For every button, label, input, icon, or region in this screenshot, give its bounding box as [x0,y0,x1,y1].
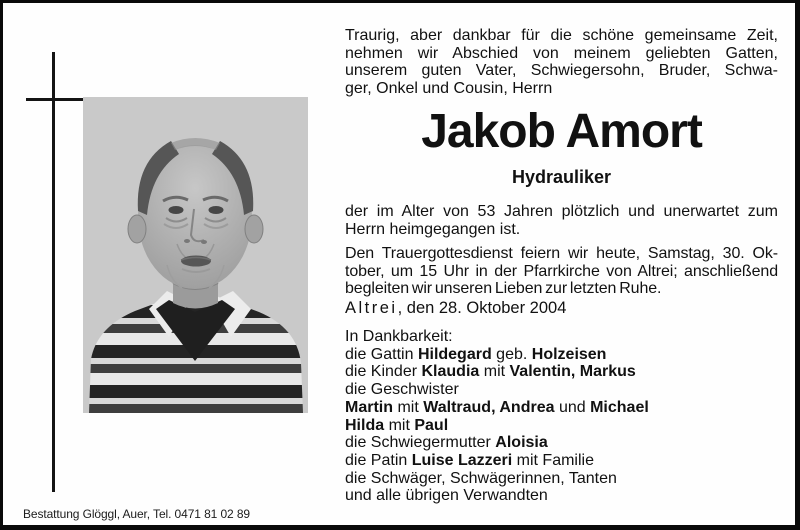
cross-vertical-bar [52,52,55,492]
relation-label: die Schwiegermutter [345,434,496,452]
portrait-photo [83,97,308,413]
obituary-text-column [345,3,778,525]
family-name: Luise Lazzeri [411,451,513,469]
intro-paragraph [345,27,778,97]
text-line: Traurig, aber dankbar für die schöne gemeinsame Zeit, [345,27,778,44]
relation-label: die Kinder [345,363,422,381]
relation-label: die Geschwister [345,381,459,399]
family-name: Klaudia [421,363,480,381]
relation-label: die Schwäger, Schwägerinnen, Tanten [345,469,617,487]
service-paragraph [345,245,778,298]
family-name: Valentin, Markus [509,363,636,381]
family-name: Martin [345,398,393,416]
family-line [345,381,778,399]
portrait-illustration [83,97,308,413]
text-line: tober, um 15 Uhr in der Pfarrkirche von Altrei; anschließend [345,262,778,280]
relation-label: mit Familie [512,451,594,469]
text-line: begleiten wir unseren Lieben zur letzten Ruhe. [345,280,662,297]
acknowledgment-block [345,328,778,505]
family-line [345,452,778,470]
text-line: unserem guten Vater, Schwiegersohn, Bruder, Schwa- [345,62,778,79]
relation-label: und alle übrigen Verwandten [345,487,548,505]
deceased-name: Jakob Amort [421,105,702,158]
dateline-date: , den 28. Oktober 2004 [397,299,567,317]
deceased-profession: Hydrauliker [511,167,612,187]
funeral-home-contact: Bestattung Glöggl, Auer, Tel. 0471 81 02 89 [23,507,250,521]
family-line [345,346,778,364]
family-line [345,399,778,417]
family-name: Aloisia [495,434,548,452]
relation-label: die Patin [345,451,412,469]
text-line: Den Trauergottesdienst feiern wir heute, Samstag, 30. Ok- [345,245,778,262]
text-line: ger, Onkel und Cousin, Herrn [345,79,553,97]
family-name: Waltraud, Andrea [423,398,555,416]
family-line [345,487,778,505]
text-line: nehmen wir Abschied von meinem geliebten Gatten, [345,44,778,62]
family-line [345,470,778,488]
dateline [345,299,778,317]
relation-label: mit [393,398,424,416]
dateline-place: Altrei [345,299,398,317]
family-name: Paul [414,416,449,434]
relation-label: die Gattin [345,345,418,363]
family-name: Holzeisen [531,345,607,363]
family-line [345,417,778,435]
family-line [345,434,778,452]
family-name: Hilda [345,416,385,434]
text-line: der im Alter von 53 Jahren plötzlich und unerwartet zum [345,203,778,220]
relation-label: geb. [491,345,532,363]
family-line [345,363,778,381]
family-name: Hildegard [417,345,492,363]
relation-label: mit [479,363,510,381]
thanks-heading: In Dankbarkeit: [345,328,453,345]
text-line: Herrn heimgegangen ist. [345,220,521,238]
cross-horizontal-bar [26,98,83,101]
family-list [345,346,778,505]
family-name: Michael [590,398,649,416]
death-paragraph [345,203,778,238]
relation-label: mit [384,416,415,434]
relation-label: und [554,398,591,416]
